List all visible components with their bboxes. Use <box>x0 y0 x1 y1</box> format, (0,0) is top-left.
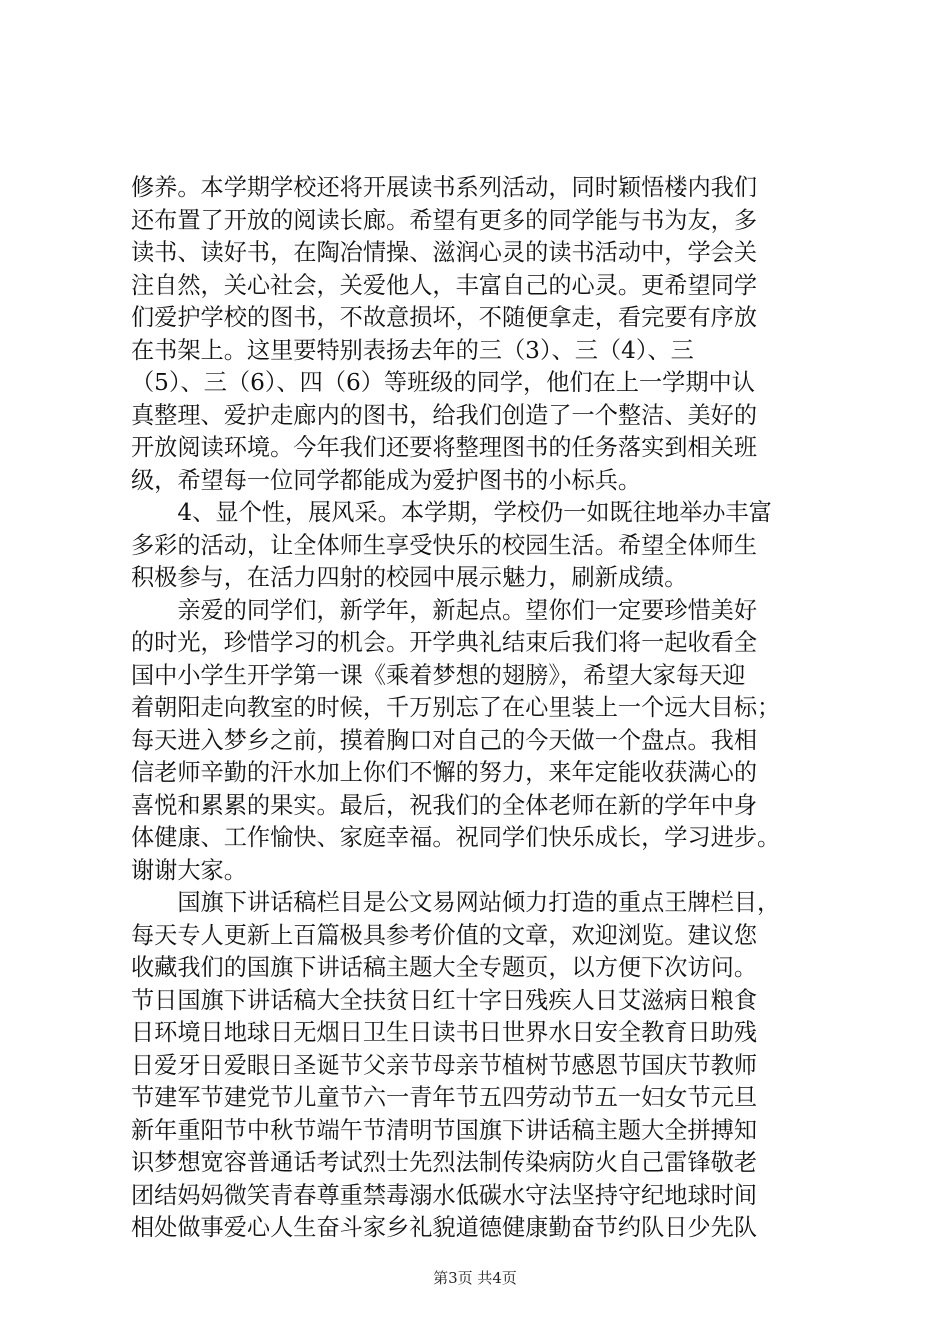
text-line: 日环境日地球日无烟日卫生日读书日世界水日安全教育日助残 <box>131 1019 758 1046</box>
text-line: 还布置了开放的阅读长廊。希望有更多的同学能与书为友，多 <box>131 206 758 234</box>
text-line: 节建军节建党节儿童节六一青年节五四劳动节五一妇女节元旦 <box>131 1084 758 1111</box>
text-line: 谢谢大家。 <box>131 856 247 884</box>
text-line: 体健康、工作愉快、家庭幸福。祝同学们快乐成长，学习进步。 <box>131 824 781 851</box>
text-line: 4、显个性，展风采。本学期，学校仍一如既往地举办丰富 <box>131 499 772 526</box>
text-line: 识梦想宽容普通话考试烈士先烈法制传染病防火自己雷锋敬老 <box>131 1149 758 1176</box>
text-line: 信老师辛勤的汗水加上你们不懈的努力，来年定能收获满心的 <box>131 759 758 786</box>
text-line: 读书、读好书，在陶冶情操、滋润心灵的读书活动中，学会关 <box>131 239 758 266</box>
text-line: 亲爱的同学们，新学年，新起点。望你们一定要珍惜美好 <box>131 596 758 624</box>
text-line: （5）、三（6）、四（6）等班级的同学，他们在上一学期中认 <box>131 369 755 396</box>
page-footer: 第3页 共4页 <box>433 1269 517 1287</box>
text-line: 在书架上。这里要特别表扬去年的三（3）、三（4）、三 <box>131 336 694 364</box>
text-line: 积极参与，在活力四射的校园中展示魅力，刷新成绩。 <box>131 564 688 591</box>
text-line: 们爱护学校的图书，不故意损坏，不随便拿走，看完要有序放 <box>131 304 758 331</box>
text-line: 喜悦和累累的果实。最后，祝我们的全体老师在新的学年中身 <box>131 791 758 819</box>
text-line: 日爱牙日爱眼日圣诞节父亲节母亲节植树节感恩节国庆节教师 <box>131 1051 758 1079</box>
text-line: 多彩的活动，让全体师生享受快乐的校园生活。希望全体师生 <box>131 531 758 559</box>
text-line: 节日国旗下讲话稿大全扶贫日红十字日残疾人日艾滋病日粮食 <box>131 986 758 1014</box>
text-line: 的时光，珍惜学习的机会。开学典礼结束后我们将一起收看全 <box>131 629 758 656</box>
text-line: 收藏我们的国旗下讲话稿主题大全专题页，以方便下次访问。 <box>131 954 758 981</box>
text-line: 团结妈妈微笑青春尊重禁毒溺水低碳水守法坚持守纪地球时间 <box>131 1181 758 1209</box>
text-line: 相处做事爱心人生奋斗家乡礼貌道德健康勤奋节约队日少先队 <box>131 1214 758 1241</box>
text-line: 级，希望每一位同学都能成为爱护图书的小标兵。 <box>131 466 642 494</box>
text-line: 每天专人更新上百篇极具参考价值的文章，欢迎浏览。建议您 <box>131 921 758 949</box>
text-line: 修养。本学期学校还将开展读书系列活动，同时颖悟楼内我们 <box>131 174 758 201</box>
text-line: 国旗下讲话稿栏目是公文易网站倾力打造的重点王牌栏目， <box>131 889 781 916</box>
text-line: 国中小学生开学第一课《乘着梦想的翅膀》，希望大家每天迎 <box>131 661 746 689</box>
text-line: 每天进入梦乡之前，摸着胸口对自己的今天做一个盘点。我相 <box>131 726 758 754</box>
text-line: 新年重阳节中秋节端午节清明节国旗下讲话稿主题大全拼搏知 <box>131 1116 758 1144</box>
text-line: 注自然，关心社会，关爱他人，丰富自己的心灵。更希望同学 <box>131 271 758 299</box>
text-line: 着朝阳走向教室的时候，千万别忘了在心里装上一个远大目标； <box>131 694 781 721</box>
text-line: 开放阅读环境。今年我们还要将整理图书的任务落实到相关班 <box>131 434 758 461</box>
text-line: 真整理、爱护走廊内的图书，给我们创造了一个整洁、美好的 <box>131 401 758 429</box>
document-body <box>131 172 831 1245</box>
